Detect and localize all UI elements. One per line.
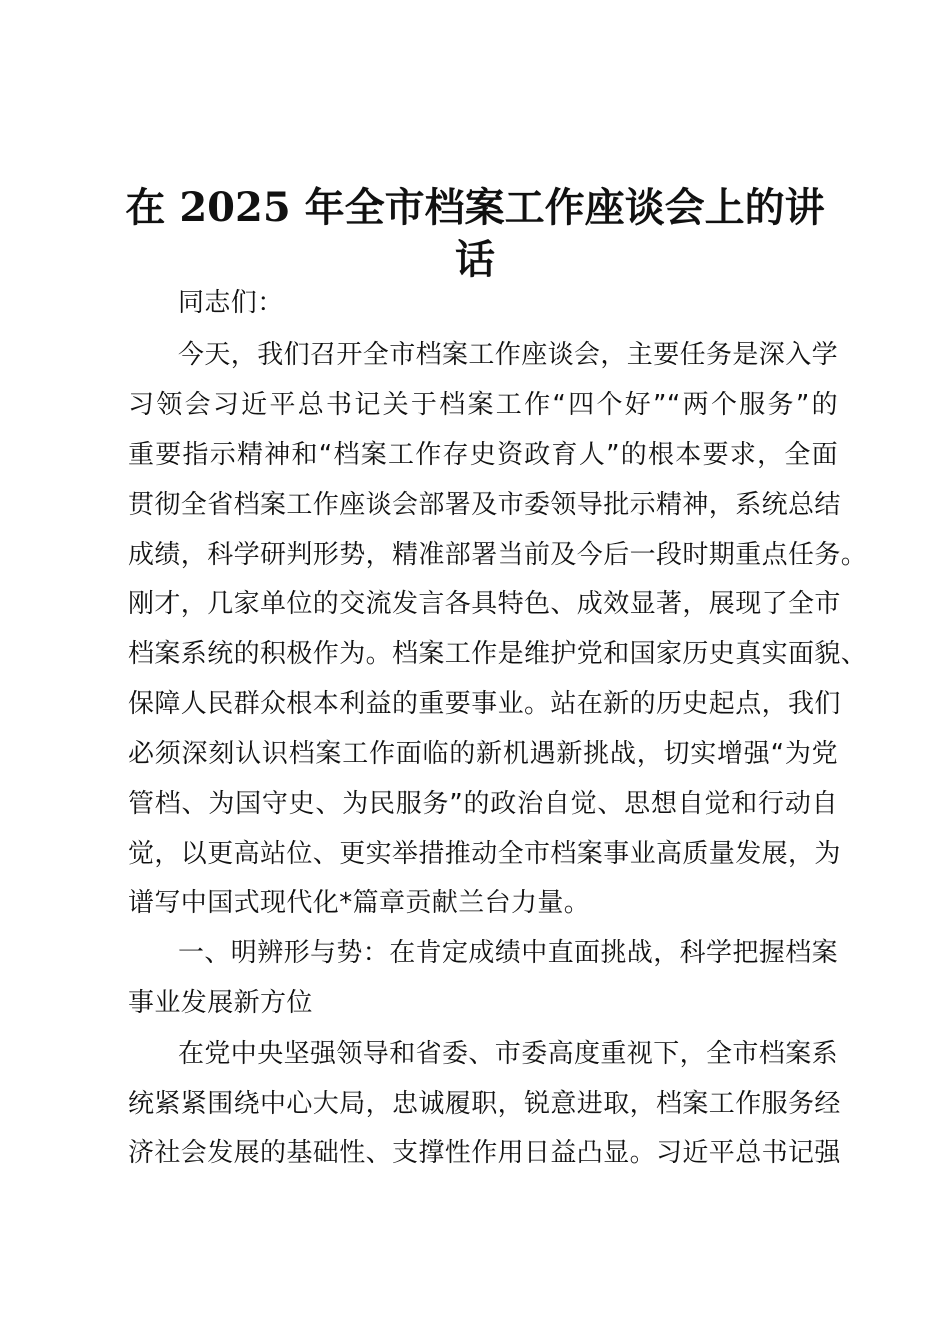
paragraph-line: 档案系统的积极作为。档案工作是维护党和国家历史真实面貌、 — [128, 639, 868, 669]
paragraph-line: 贯彻全省档案工作座谈会部署及市委领导批示精神，系统总结 — [128, 490, 841, 520]
document-title-line-1: 在 2025 年全市档案工作座谈会上的讲 — [125, 184, 825, 231]
paragraph-line: 统紧紧围绕中心大局，忠诚履职，锐意进取，档案工作服务经 — [128, 1089, 841, 1119]
paragraph-line: 习领会习近平总书记关于档案工作“四个好”“两个服务”的 — [128, 390, 838, 420]
document-title-line-2: 话 — [455, 236, 495, 283]
paragraph-line: 济社会发展的基础性、支撑性作用日益凸显。习近平总书记强 — [128, 1138, 841, 1168]
section-heading-line: 事业发展新方位 — [128, 988, 313, 1018]
paragraph-line: 谱写中国式现代化*篇章贡献兰台力量。 — [128, 888, 591, 918]
paragraph-line: 管档、为国守史、为民服务”的政治自觉、思想自觉和行动自 — [128, 789, 838, 819]
paragraph-line: 觉，以更高站位、更实举措推动全市档案事业高质量发展，为 — [128, 839, 841, 869]
paragraph-line: 必须深刻认识档案工作面临的新机遇新挑战，切实增强“为党 — [128, 739, 838, 769]
section-heading-line: 一、明辨形与势：在肯定成绩中直面挑战，科学把握档案 — [178, 938, 839, 968]
salutation: 同志们： — [178, 288, 284, 318]
paragraph-line: 成绩，科学研判形势，精准部署当前及今后一段时期重点任务。 — [128, 540, 868, 570]
paragraph-line: 在党中央坚强领导和省委、市委高度重视下，全市档案系 — [178, 1039, 839, 1069]
paragraph-line: 重要指示精神和“档案工作存史资政育人”的根本要求，全面 — [128, 440, 838, 470]
paragraph-line: 保障人民群众根本利益的重要事业。站在新的历史起点，我们 — [128, 689, 841, 719]
paragraph-line: 今天，我们召开全市档案工作座谈会，主要任务是深入学 — [178, 340, 839, 370]
paragraph-line: 刚才，几家单位的交流发言各具特色、成效显著，展现了全市 — [128, 589, 841, 619]
